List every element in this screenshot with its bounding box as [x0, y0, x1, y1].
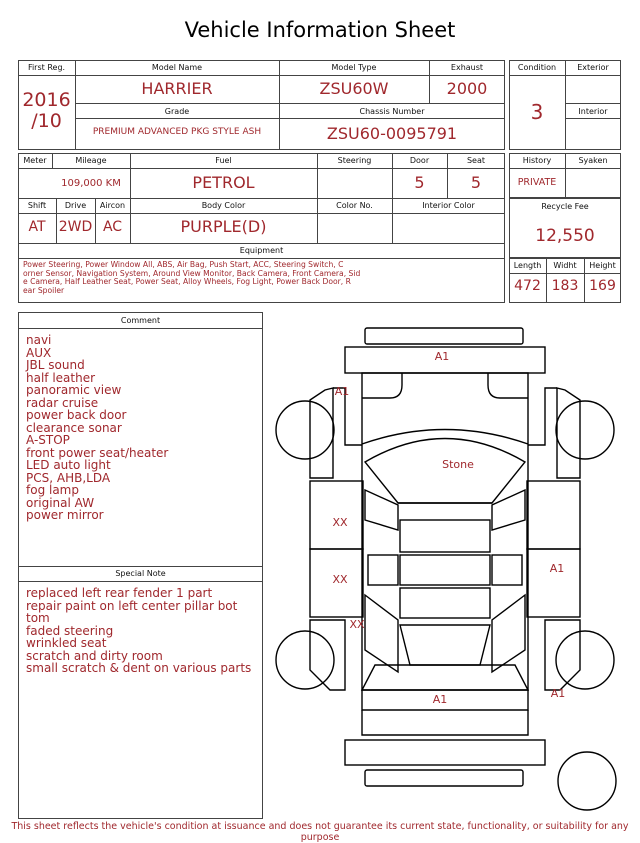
- history-label: History: [522, 156, 552, 165]
- first-reg-label: First Reg.: [27, 63, 66, 72]
- body-color-label: Body Color: [201, 201, 246, 210]
- list-item: panoramic view: [26, 383, 122, 397]
- first-reg-year: 2016: [22, 89, 71, 111]
- exhaust-value: 2000: [446, 79, 488, 98]
- list-item: half leather: [26, 370, 96, 385]
- height-value: 169: [589, 278, 616, 294]
- length-label: Length: [513, 261, 542, 270]
- list-item: JBL sound: [26, 358, 85, 372]
- chassis-label: Chassis Number: [359, 107, 425, 116]
- list-item: power back door: [26, 408, 127, 422]
- list-item: navi: [26, 333, 52, 347]
- grade-label: Grade: [164, 107, 190, 116]
- special-note-list: [26, 587, 251, 675]
- width-label: Widht: [553, 261, 577, 270]
- aircon-label: Aircon: [99, 201, 126, 210]
- mark-top-hood: A1: [434, 350, 450, 363]
- mark-windshield: Stone: [442, 458, 474, 471]
- list-item: small scratch & dent on various parts: [26, 661, 252, 675]
- comment-list: [26, 334, 168, 522]
- recycle-fee-value: 12,550: [535, 226, 595, 246]
- fuel-label: Fuel: [215, 156, 232, 165]
- height-label: Height: [589, 261, 616, 270]
- model-type-label: Model Type: [331, 63, 377, 72]
- body-color-value: PURPLE(D): [180, 217, 267, 236]
- list-item: AUX: [26, 345, 52, 360]
- shift-value: AT: [28, 219, 46, 235]
- aircon-value: AC: [102, 219, 123, 235]
- list-item: power mirror: [26, 508, 104, 522]
- shift-label: Shift: [27, 201, 47, 210]
- list-item: clearance sonar: [26, 420, 122, 435]
- interior-label: Interior: [578, 107, 608, 116]
- list-item: radar cruise: [26, 395, 99, 410]
- mark-rear-lower: A1: [432, 693, 448, 706]
- grade-value: PREMIUM ADVANCED PKG STYLE ASH: [92, 127, 262, 137]
- mark-right-rear-corner: A1: [550, 687, 566, 700]
- model-type-value: ZSU60W: [319, 79, 389, 98]
- seat-value: 5: [470, 173, 482, 192]
- history-value: PRIVATE: [517, 177, 557, 188]
- list-item: replaced left rear fender 1 part: [26, 586, 213, 600]
- list-item: wrinkled seat: [26, 636, 107, 650]
- condition-value: 3: [530, 100, 544, 124]
- page-title: Vehicle Information Sheet: [184, 18, 456, 42]
- door-label: Door: [409, 156, 430, 165]
- model-name-label: Model Name: [151, 63, 203, 72]
- door-value: 5: [414, 173, 425, 192]
- color-no-label: Color No.: [336, 201, 373, 210]
- condition-label: Condition: [517, 63, 557, 72]
- list-item: original AW: [26, 495, 95, 510]
- drive-value: 2WD: [58, 219, 93, 235]
- exhaust-label: Exhaust: [450, 63, 484, 72]
- list-item: A-STOP: [26, 433, 70, 447]
- mark-left-front: A1: [334, 385, 350, 398]
- width-value: 183: [551, 278, 579, 294]
- recycle-fee-label: Recycle Fee: [541, 202, 589, 211]
- list-item: LED auto light: [26, 458, 111, 472]
- seat-label: Seat: [466, 156, 486, 165]
- mileage-value: 109,000 KM: [61, 178, 121, 189]
- list-item: faded steering: [26, 623, 114, 638]
- list-item: tom: [26, 611, 50, 625]
- list-item: scratch and dirty room: [26, 648, 163, 663]
- chassis-value: ZSU60-0095791: [326, 124, 458, 143]
- mark-right-rear-door: A1: [549, 562, 565, 575]
- mark-left-door-front: XX: [332, 516, 348, 529]
- footer-disclaimer: This sheet reflects the vehicle's condition at issuance and does not guarantee its current state, functionality, or suitability for any purpose: [11, 821, 629, 843]
- special-note-label: Special Note: [115, 569, 166, 578]
- meter-label: Meter: [23, 156, 47, 165]
- length-value: 472: [514, 278, 541, 294]
- mark-left-door-rear: XX: [332, 573, 348, 586]
- list-item: front power seat/heater: [26, 445, 169, 460]
- car-damage-diagram: [270, 320, 630, 820]
- list-item: PCS, AHB,LDA: [26, 470, 111, 485]
- syaken-label: Syaken: [578, 156, 608, 165]
- exterior-label: Exterior: [577, 63, 609, 72]
- fuel-value: PETROL: [192, 173, 255, 192]
- comment-label: Comment: [120, 316, 161, 325]
- equipment-text: Power Steering, Power Window All, ABS, Air Bag, Push Start, ACC, Steering Switch, C orner Sensor, Navigation System, Around View Monitor, Back Camera, Front Camera, Sid e Camera, Half Leather Seat, Power Seat, Alloy Wheels, Fog Light, Power Back Door, R ear Spoiler: [23, 260, 361, 295]
- drive-label: Drive: [64, 201, 87, 210]
- list-item: fog lamp: [26, 483, 79, 497]
- interior-color-label: Interior Color: [422, 201, 475, 210]
- steering-label: Steering: [337, 156, 372, 165]
- model-name-value: HARRIER: [141, 79, 213, 98]
- list-item: repair paint on left center pillar bot: [26, 598, 238, 613]
- equipment-label: Equipment: [239, 246, 284, 255]
- first-reg-month: /10: [31, 110, 62, 132]
- mark-left-pillar: XX: [349, 618, 365, 631]
- mileage-label: Mileage: [75, 156, 107, 165]
